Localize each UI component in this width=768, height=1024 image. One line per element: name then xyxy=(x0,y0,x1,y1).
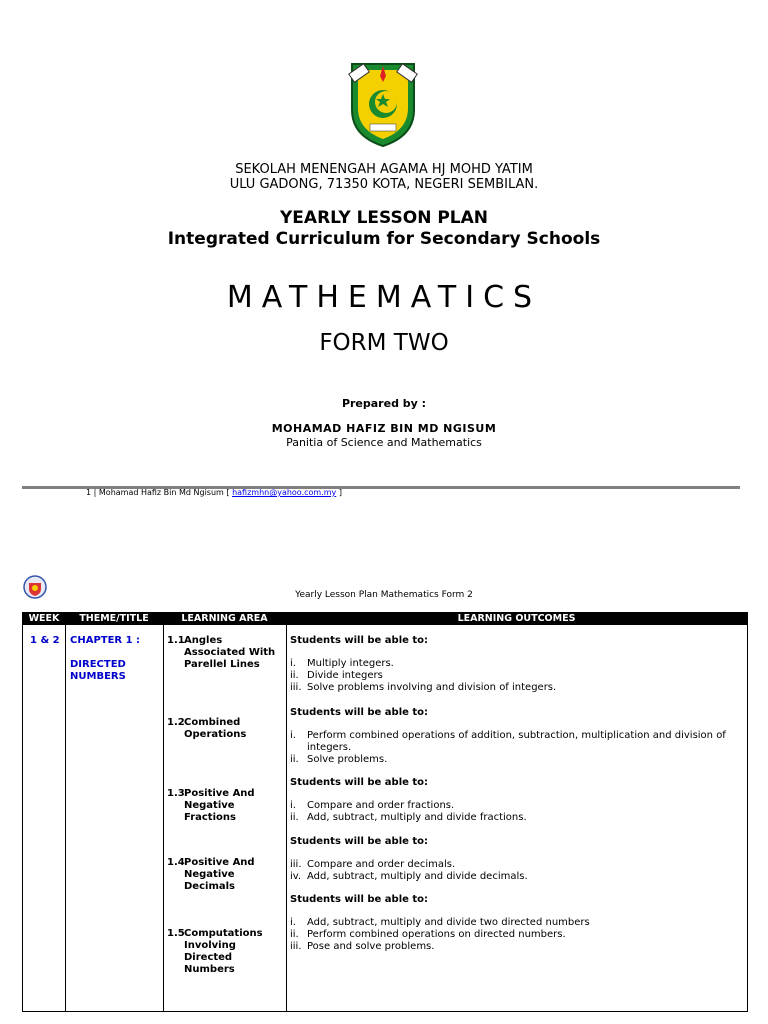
area-title-rest: Involving Directed Numbers xyxy=(184,940,236,975)
footer-close: ] xyxy=(338,488,342,497)
outcome-item xyxy=(290,812,740,824)
outcome-heading: Students will be able to: xyxy=(290,894,429,905)
outcome-text: Pose and solve problems. xyxy=(307,941,435,952)
area-number: 1.2 xyxy=(167,717,185,728)
outcome-text: Add, subtract, multiply and divide two directed numbers xyxy=(307,917,590,928)
outcome-item xyxy=(290,941,740,953)
department-name: Panitia of Science and Mathematics xyxy=(286,436,482,449)
theme-chapter: CHAPTER 1 : xyxy=(70,635,141,646)
outcome-text: Multiply integers. xyxy=(307,658,394,669)
footer-email-link[interactable]: hafizmhn@yahoo.com.my xyxy=(232,488,337,497)
outcome-numeral: i. xyxy=(290,730,296,741)
outcome-numeral: i. xyxy=(290,917,296,928)
outcome-text: Add, subtract, multiply and divide fractions. xyxy=(307,812,527,823)
outcome-item xyxy=(290,859,740,871)
footer-separator: | xyxy=(93,488,97,497)
outcome-numeral: iii. xyxy=(290,682,302,693)
outcome-heading: Students will be able to: xyxy=(290,777,429,788)
page-footer xyxy=(86,488,342,497)
area-number: 1.4 xyxy=(167,857,185,868)
outcome-numeral: ii. xyxy=(290,929,299,940)
header-theme: THEME/TITLE xyxy=(79,613,149,624)
learning-area-1-1 xyxy=(167,635,283,671)
theme-cell xyxy=(70,635,160,683)
area-title-rest: Negative Decimals xyxy=(184,869,235,892)
plan-title xyxy=(0,208,768,250)
page2-header-title: Yearly Lesson Plan Mathematics Form 2 xyxy=(295,590,473,600)
outcome-numeral: i. xyxy=(290,800,296,811)
outcome-item xyxy=(290,658,740,670)
outcome-text: Solve problems involving and division of integers. xyxy=(307,682,557,693)
outcome-numeral: iv. xyxy=(290,871,302,882)
school-name: SEKOLAH MENENGAH AGAMA HJ MOHD YATIM xyxy=(235,162,533,177)
learning-area-1-5 xyxy=(167,928,283,976)
school-address: ULU GADONG, 71350 KOTA, NEGERI SEMBILAN. xyxy=(229,177,539,192)
outcome-item xyxy=(290,871,740,883)
outcome-block-1 xyxy=(290,635,740,694)
area-title-first: Positive And xyxy=(184,857,255,868)
outcome-text: Compare and order fractions. xyxy=(307,800,455,811)
outcome-text: Compare and order decimals. xyxy=(307,859,456,870)
plan-title-line2: Integrated Curriculum for Secondary Schools xyxy=(167,229,601,249)
header-learning-outcomes: LEARNING OUTCOMES xyxy=(457,613,576,624)
subject-title: MATHEMATICS xyxy=(226,280,542,315)
form-level: FORM TWO xyxy=(319,330,449,356)
outcome-text: Perform combined operations on directed numbers. xyxy=(307,929,566,940)
column-divider xyxy=(65,625,66,1011)
theme-title-line1: DIRECTED xyxy=(70,659,126,670)
outcome-numeral: ii. xyxy=(290,812,299,823)
learning-area-1-2 xyxy=(167,717,283,741)
outcome-numeral: iii. xyxy=(290,941,302,952)
outcome-item xyxy=(290,682,740,694)
header-week: WEEK xyxy=(28,613,60,624)
outcome-text: Perform combined operations of addition, subtraction, multiplication and division of integers. xyxy=(307,730,726,753)
area-title-rest: Operations xyxy=(184,729,247,740)
outcome-block-2 xyxy=(290,707,740,766)
area-title-rest: Negative Fractions xyxy=(184,800,236,823)
outcome-item xyxy=(290,800,740,812)
outcome-block-3 xyxy=(290,777,740,824)
area-number: 1.5 xyxy=(167,928,185,939)
school-header xyxy=(0,162,768,192)
area-number: 1.1 xyxy=(167,635,185,646)
area-title-first: Combined xyxy=(184,717,241,728)
outcome-heading: Students will be able to: xyxy=(290,707,429,718)
outcome-numeral: ii. xyxy=(290,754,299,765)
area-title-first: Positive And xyxy=(184,788,255,799)
column-divider xyxy=(286,625,287,1011)
learning-area-1-3 xyxy=(167,788,283,824)
area-title-first: Computations xyxy=(184,928,263,939)
prepared-by-label: Prepared by : xyxy=(341,397,427,410)
author-name: MOHAMAD HAFIZ BIN MD NGISUM xyxy=(271,422,497,435)
outcome-item xyxy=(290,917,740,929)
footer-page-number: 1 xyxy=(86,488,92,497)
outcome-item xyxy=(290,730,740,754)
outcome-item xyxy=(290,670,740,682)
outcome-block-5 xyxy=(290,894,740,953)
plan-title-line1: YEARLY LESSON PLAN xyxy=(279,208,489,228)
outcome-heading: Students will be able to: xyxy=(290,836,429,847)
outcome-item xyxy=(290,929,740,941)
outcome-text: Add, subtract, multiply and divide decimals. xyxy=(307,871,528,882)
outcome-text: Divide integers xyxy=(307,670,383,681)
outcome-item xyxy=(290,754,740,766)
outcome-text: Solve problems. xyxy=(307,754,388,765)
area-number: 1.3 xyxy=(167,788,185,799)
header-learning-area: LEARNING AREA xyxy=(181,613,268,624)
table-header-row xyxy=(23,613,747,625)
theme-title-line2: NUMBERS xyxy=(70,671,126,682)
outcome-numeral: i. xyxy=(290,658,296,669)
column-divider xyxy=(163,625,164,1011)
lesson-plan-table xyxy=(22,612,748,1012)
area-title-first: Angles xyxy=(184,635,223,646)
outcome-block-4 xyxy=(290,836,740,883)
outcome-numeral: ii. xyxy=(290,670,299,681)
outcome-heading: Students will be able to: xyxy=(290,635,429,646)
learning-area-1-4 xyxy=(167,857,283,893)
area-title-rest: Associated With Parellel Lines xyxy=(184,647,276,670)
footer-author: Mohamad Hafiz Bin Md Ngisum [ xyxy=(98,488,230,497)
outcome-numeral: iii. xyxy=(290,859,302,870)
week-cell: 1 & 2 xyxy=(30,635,60,646)
school-crest-logo xyxy=(346,58,420,148)
